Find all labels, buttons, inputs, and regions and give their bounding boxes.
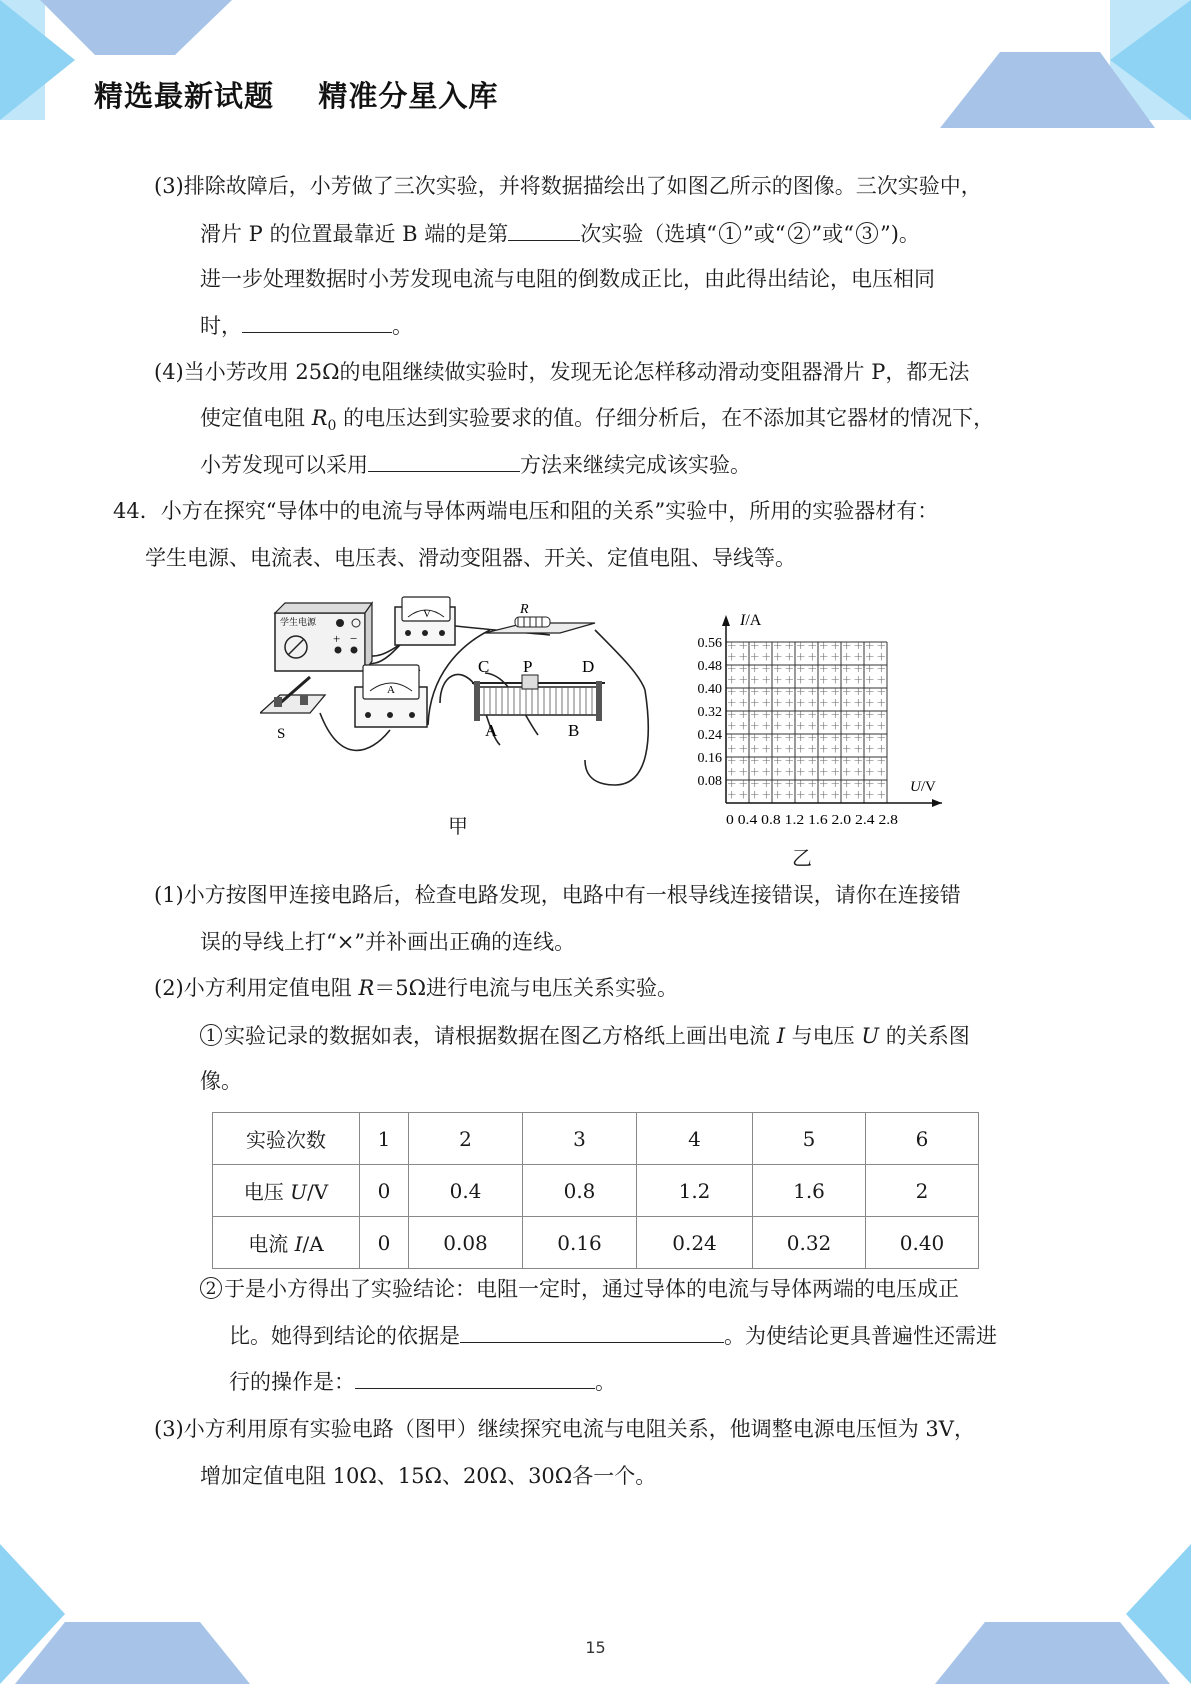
svg-text:0.48: 0.48 (697, 659, 722, 674)
q43-p3-line1: (3)排除故障后，小芳做了三次实验，并将数据描绘出了如图乙所示的图像。三次实验中， (154, 174, 982, 198)
header-title: 精选最新试题 精准分星入库 (94, 79, 499, 113)
q44-p2-sub2-line2: 比。她得到结论的依据是 。为使结论更具普遍性还需进 (229, 1320, 997, 1351)
q43-p4-number: (4) (154, 360, 184, 384)
q43-p3-line2: 滑片 P 的位置最靠近 B 端的是第 次实验（选填“ 1 ”或“ 2 ”或“ 3 ”)。 (200, 218, 920, 249)
power-supply-label: 学生电源 (280, 617, 317, 627)
answer-blank[interactable] (355, 1366, 595, 1389)
header-decoration (0, 0, 1191, 140)
answer-blank[interactable] (460, 1320, 724, 1343)
data-table (212, 1112, 979, 1269)
q43-p3-number: (3) (154, 174, 184, 198)
q43-p3-line3: 进一步处理数据时小芳发现电流与电阻的倒数成正比，由此得出结论，电压相同 (200, 267, 935, 291)
sub-item-2-circle: 2 (200, 1277, 222, 1299)
q44-p2-sub1-line1: 1 实验记录的数据如表，请根据数据在图乙方格纸上画出电流 I 与电压 U 的关系图 (200, 1021, 970, 1051)
q43-p4-line3: 小芳发现可以采用 方法来继续完成该实验。 (200, 449, 751, 480)
answer-blank[interactable] (242, 310, 392, 333)
svg-text:0.08: 0.08 (697, 774, 722, 789)
footer-decoration (0, 1544, 1191, 1684)
q44-p3-line2: 增加定值电阻 10Ω、15Ω、20Ω、30Ω各一个。 (200, 1464, 657, 1488)
figure-jia-caption: 甲 (448, 814, 468, 838)
answer-blank[interactable] (368, 449, 520, 472)
svg-text:B: B (568, 721, 580, 740)
svg-text:V: V (423, 608, 431, 620)
q44-line1: 44．小方在探究“导体中的电流与导体两端电压和阻的关系”实验中，所用的实验器材有： (113, 499, 939, 523)
figure-yi-caption: 乙 (792, 846, 812, 870)
q44-p1-line1: (1)小方按图甲连接电路后，检查电路发现，电路中有一根导线连接错误，请你在连接错 (154, 883, 961, 907)
option-3-circle: 3 (856, 222, 878, 244)
svg-text:C: C (478, 657, 490, 676)
table-row: 实验次数 1 2 3 4 5 6 (213, 1113, 979, 1165)
graph-x-ticks: 0 0.4 0.8 1.2 1.6 2.0 2.4 2.8 (726, 813, 898, 828)
svg-text:A: A (387, 684, 395, 696)
q44-p2-number: (2) (154, 976, 184, 1000)
q43-p3-line4: 时， 。 (200, 310, 413, 341)
q44-p1-line2: 误的导线上打“×”并补画出正确的连线。 (200, 930, 576, 954)
svg-text:−: − (350, 631, 358, 646)
svg-text:0.24: 0.24 (697, 728, 722, 743)
svg-text:0.32: 0.32 (697, 705, 722, 720)
q44-p3-number: (3) (154, 1417, 184, 1441)
svg-text:0.56: 0.56 (697, 636, 722, 651)
sub-item-1-circle: 1 (200, 1024, 222, 1046)
svg-text:+: + (333, 631, 341, 646)
q44-p2-line1: (2)小方利用定值电阻 R＝5Ω进行电流与电压关系实验。 (154, 976, 679, 1000)
option-1-circle: 1 (719, 222, 741, 244)
svg-text:A: A (485, 721, 498, 740)
q43-p4-line1: (4)当小芳改用 25Ω的电阻继续做实验时，发现无论怎样移动滑动变阻器滑片 P，都无法 (154, 360, 970, 384)
q44-p2-sub1-line2: 像。 (200, 1069, 242, 1093)
page-number: 15 (585, 1638, 606, 1657)
svg-text:0.16: 0.16 (697, 751, 722, 766)
q44-line2: 学生电源、电流表、电压表、滑动变阻器、开关、定值电阻、导线等。 (145, 546, 796, 570)
q43-p4-line2: 使定值电阻 $R_0$ 的电压达到实验要求的值。仔细分析后，在不添加其它器材的情况下， (200, 406, 995, 435)
table-row: 电压 U/V 0 0.4 0.8 1.2 1.6 2 (213, 1165, 979, 1217)
circuit-diagram (260, 595, 660, 795)
table-row: 电流 I/A 0 0.08 0.16 0.24 0.32 0.40 (213, 1217, 979, 1269)
q44-p3-line1: (3)小方利用原有实验电路（图甲）继续探究电流与电阻关系，他调整电源电压恒为 3V， (154, 1417, 975, 1441)
q44-number: 44． (113, 499, 161, 523)
option-2-circle: 2 (788, 222, 810, 244)
q44-p1-number: (1) (154, 883, 184, 907)
switch-label: S (277, 726, 286, 742)
graph-grid (680, 605, 950, 830)
resistor-label: R (520, 602, 529, 617)
svg-text:P: P (523, 657, 533, 676)
svg-text:D: D (582, 657, 595, 676)
answer-blank[interactable] (508, 218, 580, 241)
svg-text:0.40: 0.40 (697, 682, 722, 697)
graph-x-label: U/V (910, 779, 936, 795)
q44-p2-sub2-line3: 行的操作是： 。 (229, 1366, 616, 1397)
q44-p2-sub2-line1: 2 于是小方得出了实验结论：电阻一定时，通过导体的电流与导体两端的电压成正 (200, 1274, 959, 1304)
graph-y-label: I/A (740, 612, 762, 629)
